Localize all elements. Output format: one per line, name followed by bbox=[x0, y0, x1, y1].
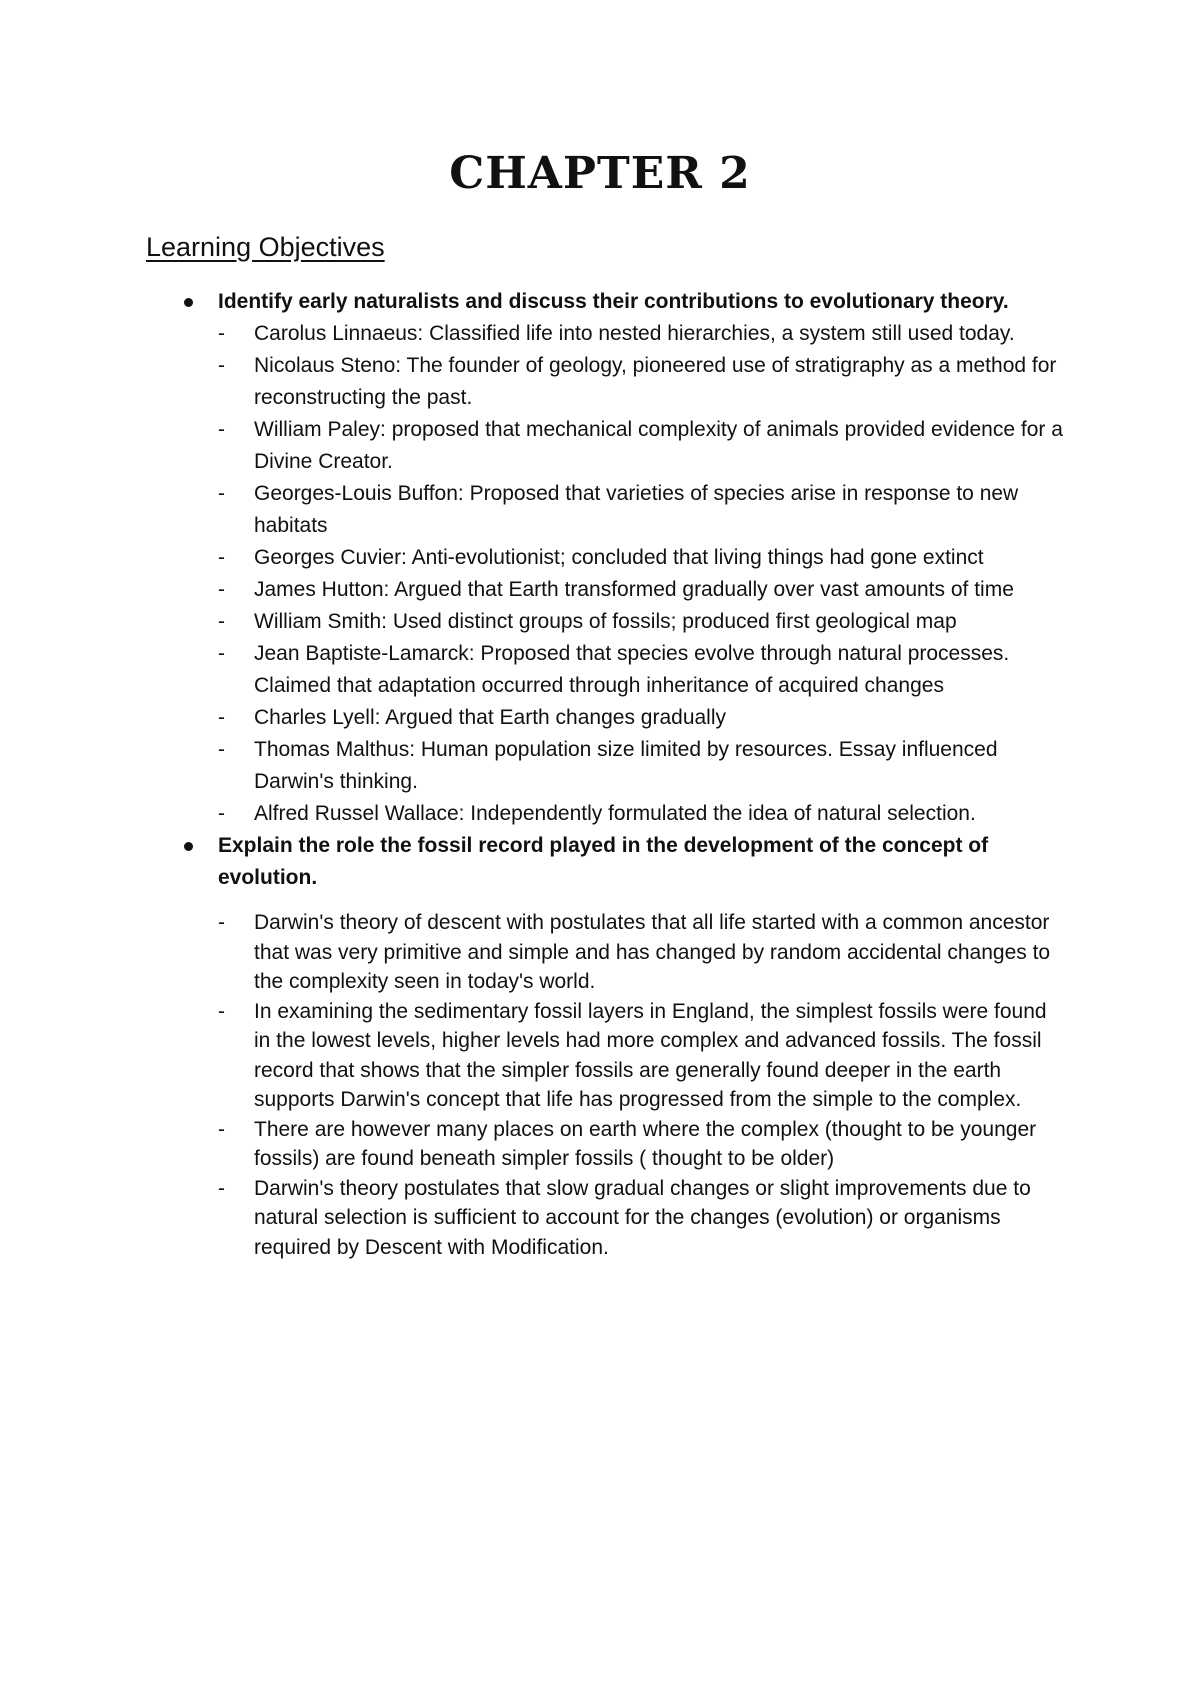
objective-item bbox=[146, 830, 1066, 1262]
detail-item bbox=[218, 1115, 1064, 1174]
detail-text: In examining the sedimentary fossil layers in England, the simplest fossils were found in the lowest levels, higher levels had more complex and advanced fossils. The fossil record that shows that the simpler fossils are generally found deeper in the earth supports Darwin's concept that life has progressed from the simple to the complex. bbox=[254, 999, 1047, 1111]
detail-item bbox=[218, 606, 1064, 638]
detail-text: Jean Baptiste-Lamarck: Proposed that species evolve through natural processes. Claimed that adaptation occurred through inheritance of acquired changes bbox=[254, 642, 1010, 697]
detail-text: William Smith: Used distinct groups of fossils; produced first geological map bbox=[254, 610, 957, 633]
detail-text: Carolus Linnaeus: Classified life into nested hierarchies, a system still used today. bbox=[254, 322, 1015, 345]
bullet-icon bbox=[184, 842, 193, 851]
bullet-icon bbox=[184, 298, 193, 307]
detail-text: Darwin's theory of descent with postulates that all life started with a common ancestor that was very primitive and simple and has changed by random accidental changes to the complexity seen in today's world. bbox=[254, 911, 1051, 993]
detail-text: James Hutton: Argued that Earth transformed gradually over vast amounts of time bbox=[254, 578, 1014, 601]
dash-icon: - bbox=[218, 1176, 225, 1200]
dash-icon: - bbox=[218, 642, 225, 665]
detail-item bbox=[218, 908, 1064, 997]
detail-text: Thomas Malthus: Human population size limited by resources. Essay influenced Darwin's thinking. bbox=[254, 738, 998, 793]
detail-text: Alfred Russel Wallace: Independently formulated the idea of natural selection. bbox=[254, 802, 976, 825]
detail-item bbox=[218, 318, 1064, 350]
detail-item bbox=[218, 798, 1064, 830]
detail-text: Charles Lyell: Argued that Earth changes gradually bbox=[254, 706, 727, 729]
detail-item bbox=[218, 702, 1064, 734]
objective-details bbox=[218, 908, 1066, 1262]
objective-item bbox=[146, 286, 1066, 830]
dash-icon: - bbox=[218, 738, 225, 761]
dash-icon: - bbox=[218, 578, 225, 601]
objectives-list bbox=[146, 286, 1066, 1262]
detail-item bbox=[218, 574, 1064, 606]
detail-item bbox=[218, 542, 1064, 574]
dash-icon: - bbox=[218, 999, 225, 1023]
dash-icon: - bbox=[218, 418, 225, 441]
detail-text: Nicolaus Steno: The founder of geology, pioneered use of stratigraphy as a method for reconstructing the past. bbox=[254, 354, 1057, 409]
section-heading: Learning Objectives bbox=[146, 232, 385, 262]
detail-text: Georges-Louis Buffon: Proposed that varieties of species arise in response to new habitats bbox=[254, 482, 1019, 537]
detail-item bbox=[218, 478, 1064, 542]
objective-details bbox=[218, 318, 1066, 830]
objective-text: Identify early naturalists and discuss their contributions to evolutionary theory. bbox=[218, 290, 1009, 313]
dash-icon: - bbox=[218, 706, 225, 729]
dash-icon: - bbox=[218, 482, 225, 505]
detail-item bbox=[218, 414, 1064, 478]
detail-text: William Paley: proposed that mechanical complexity of animals provided evidence for a Divine Creator. bbox=[254, 418, 1063, 473]
detail-item bbox=[218, 734, 1064, 798]
detail-text: There are however many places on earth where the complex (thought to be younger fossils) are found beneath simpler fossils ( thought to be older) bbox=[254, 1117, 1037, 1170]
dash-icon: - bbox=[218, 354, 225, 377]
dash-icon: - bbox=[218, 911, 225, 934]
detail-item bbox=[218, 350, 1064, 414]
detail-item bbox=[218, 1174, 1064, 1263]
dash-icon: - bbox=[218, 1117, 225, 1141]
dash-icon: - bbox=[218, 322, 225, 345]
detail-item bbox=[218, 997, 1064, 1115]
chapter-title: CHAPTER 2 bbox=[449, 148, 751, 199]
detail-item bbox=[218, 638, 1064, 702]
detail-text: Georges Cuvier: Anti-evolutionist; concluded that living things had gone extinct bbox=[254, 546, 984, 569]
dash-icon: - bbox=[218, 802, 225, 825]
dash-icon: - bbox=[218, 610, 225, 633]
objective-text: Explain the role the fossil record played in the development of the concept of evolution. bbox=[218, 834, 989, 889]
dash-icon: - bbox=[218, 546, 225, 569]
detail-text: Darwin's theory postulates that slow gradual changes or slight improvements due to natural selection is sufficient to account for the changes (evolution) or organisms required by Descent with Modification. bbox=[254, 1176, 1031, 1259]
